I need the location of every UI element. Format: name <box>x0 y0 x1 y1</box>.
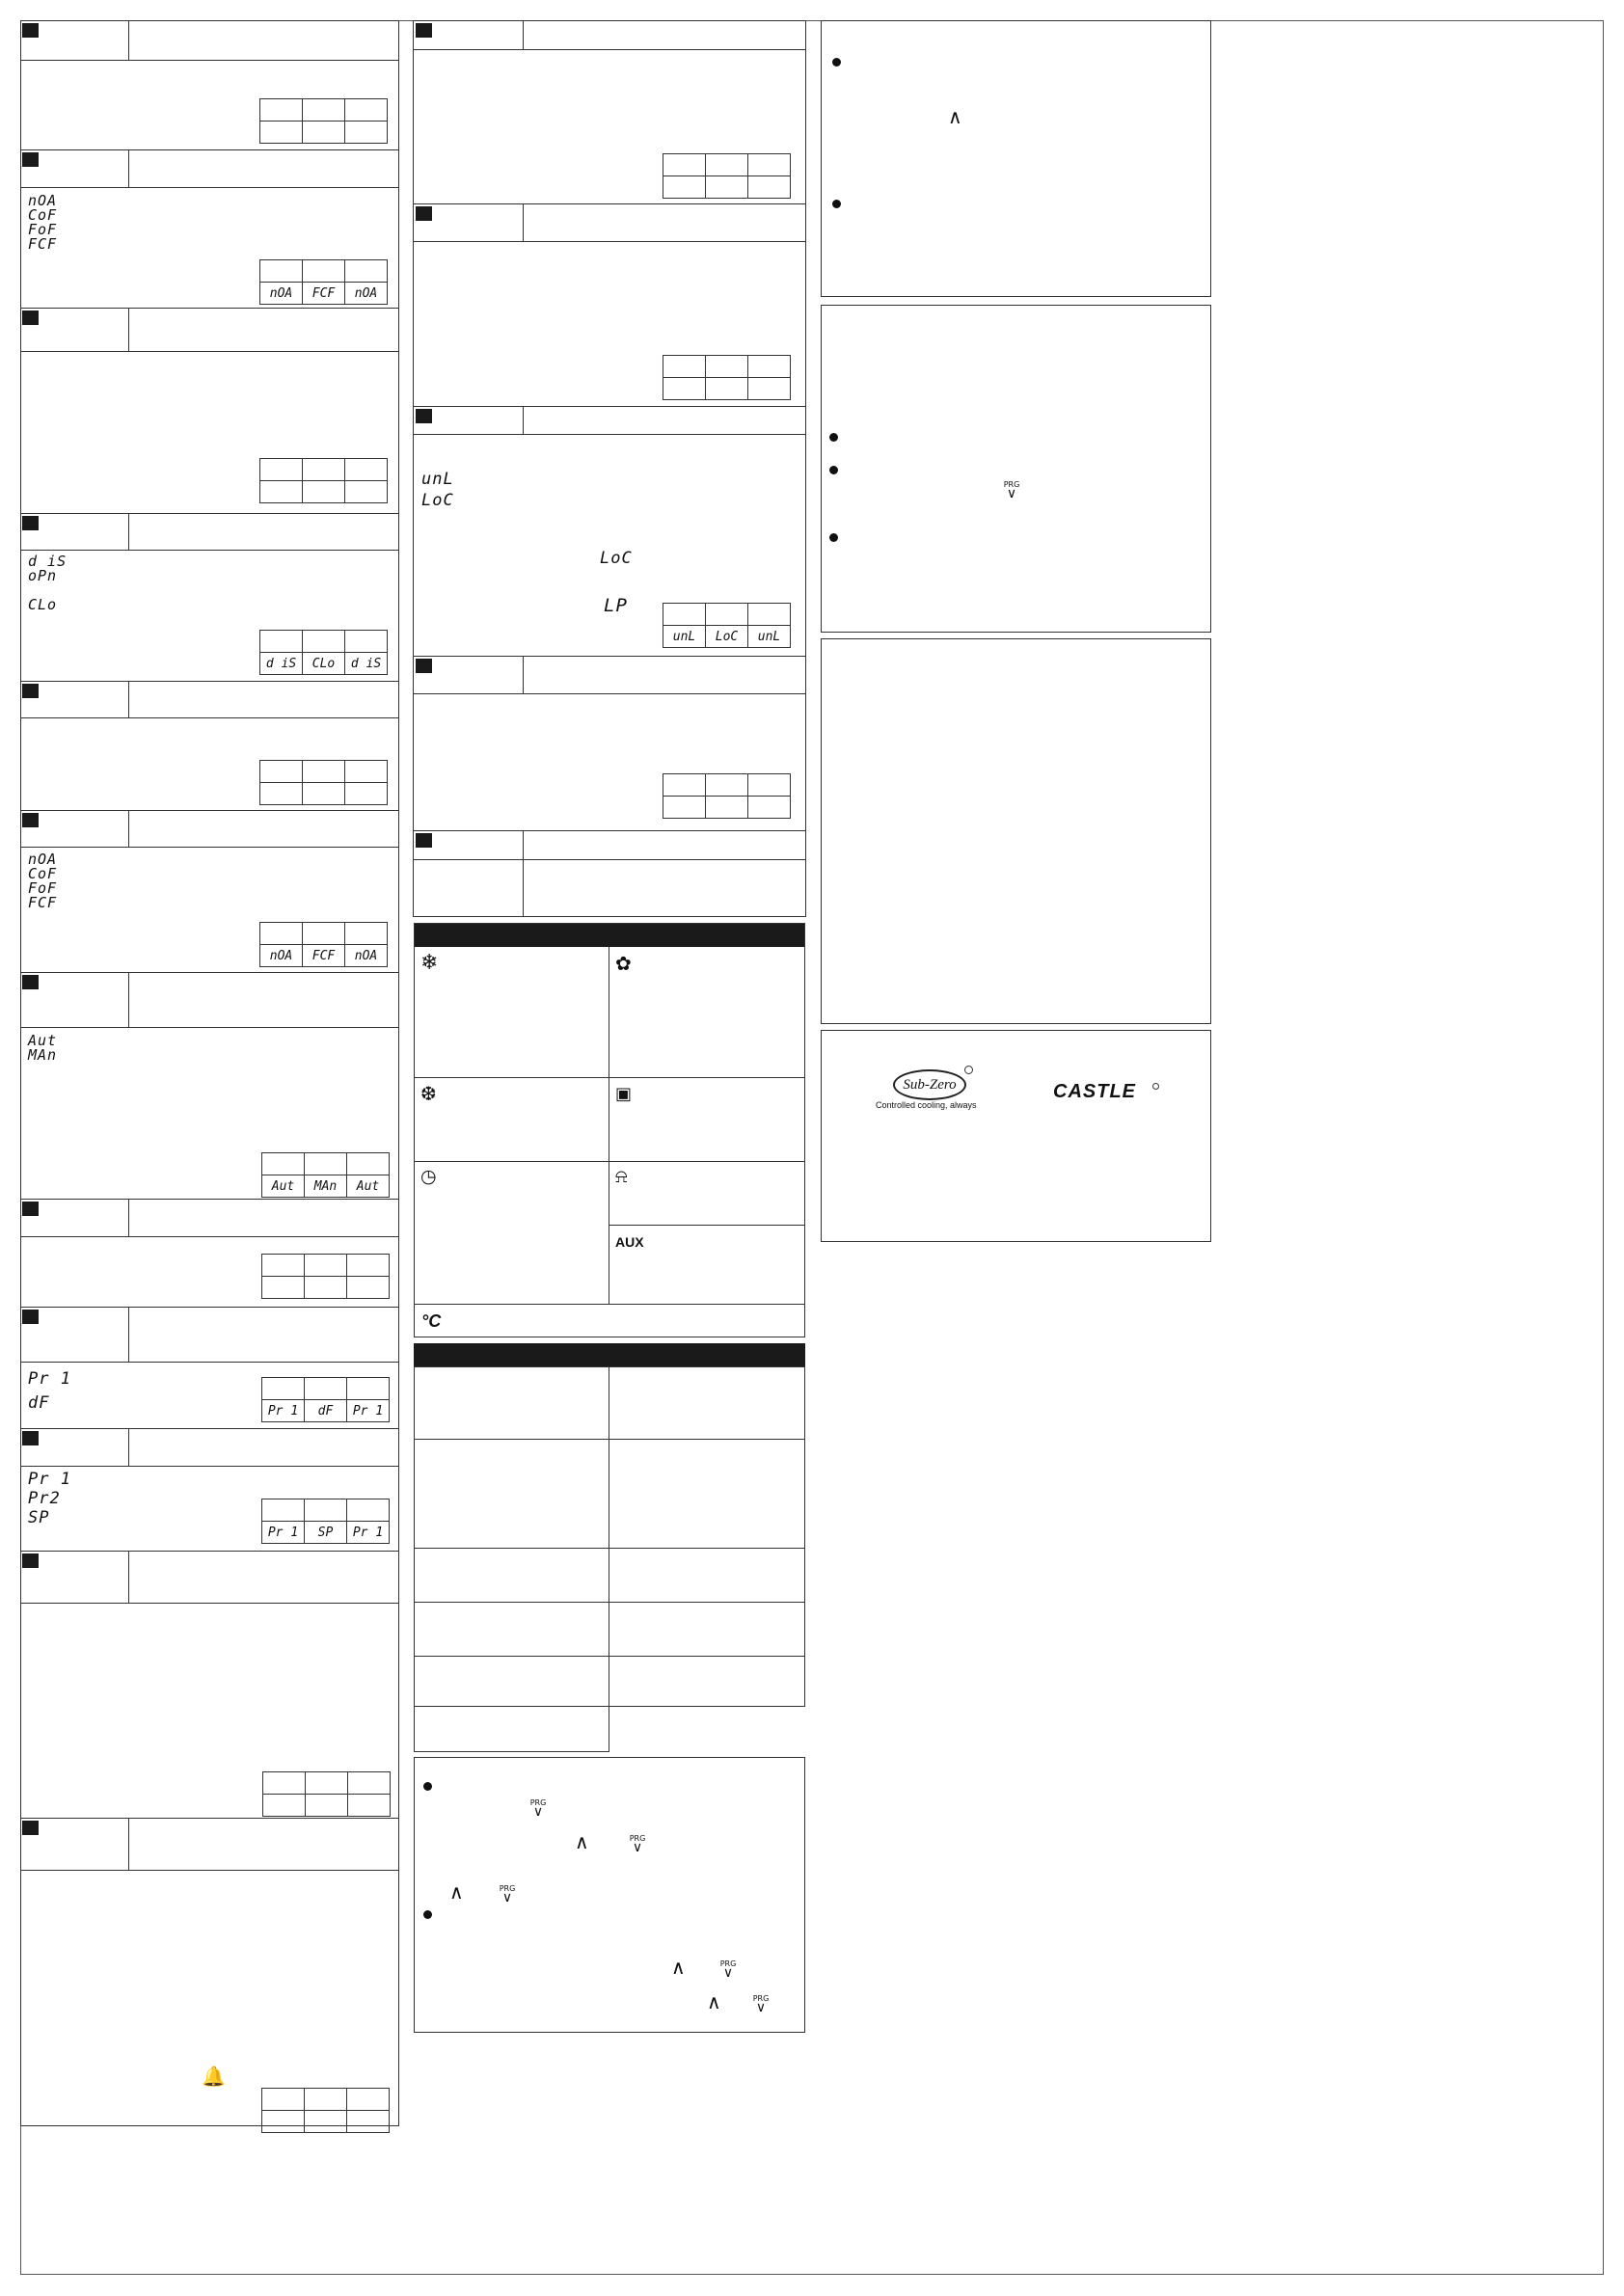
section-marker <box>22 1821 39 1835</box>
alarm-bell-outline-icon: ⍾ <box>615 1166 628 1187</box>
option-list: nOA CoF FoF FCF <box>28 851 58 911</box>
section-marker <box>22 1202 39 1216</box>
bullet <box>832 58 841 67</box>
column-3-box-3 <box>821 638 1211 1024</box>
up-arrow-key-icon: ∧ <box>575 1830 589 1853</box>
up-arrow-key-icon: ∧ <box>707 1990 721 2013</box>
bullet <box>423 1910 432 1919</box>
param-section-3 <box>20 308 399 513</box>
param-section-1 <box>20 21 399 149</box>
compressor-snowflake-icon: ❄ <box>420 951 439 975</box>
castle-logo: CASTLE <box>1053 1081 1136 1102</box>
option-list: unL LoC <box>421 470 454 510</box>
prg-down-key-icon: PRG ∨ <box>1003 480 1020 501</box>
param-section-12 <box>20 1818 399 2127</box>
section-marker <box>416 23 432 38</box>
param-section-5 <box>20 681 399 810</box>
notes-box <box>414 1757 805 2033</box>
prg-down-key-icon: PRG ∨ <box>629 1834 646 1855</box>
section-marker <box>22 684 39 698</box>
key-combination-table <box>414 1343 805 1752</box>
section-marker <box>416 833 432 848</box>
table-header-bar <box>414 1343 805 1366</box>
bullet <box>829 433 838 442</box>
prg-down-key-icon: PRG ∨ <box>499 1884 516 1905</box>
option-list: Pr 1 dF <box>28 1369 71 1413</box>
param-section-8 <box>20 1199 399 1307</box>
section-marker <box>22 975 39 989</box>
param-section-7 <box>20 972 399 1199</box>
param-section-e <box>413 831 806 917</box>
value-grid <box>261 1254 390 1299</box>
registered-mark-icon <box>1152 1083 1159 1090</box>
value-grid <box>663 153 791 199</box>
value-grid <box>261 2088 390 2133</box>
value-grid <box>663 773 791 819</box>
door-icon: ▣ <box>615 1084 633 1104</box>
prg-down-key-icon: PRG ∨ <box>752 1994 770 2015</box>
section-marker <box>22 152 39 167</box>
section-marker <box>22 516 39 530</box>
param-section-2 <box>20 149 399 308</box>
value-grid <box>259 458 388 503</box>
up-arrow-key-icon: ∧ <box>948 105 962 128</box>
param-section-11 <box>20 1551 399 1818</box>
celsius-label: °C <box>421 1311 442 1331</box>
fan-icon: ✿ <box>615 952 632 975</box>
defrost-icon: ❆ <box>420 1082 437 1105</box>
bullet <box>829 533 838 542</box>
param-section-c <box>413 407 806 657</box>
column-3-box-2 <box>821 305 1211 633</box>
value-grid: Pr 1 SP Pr 1 <box>261 1499 390 1544</box>
legend-header-bar <box>415 924 804 947</box>
inline-display-loc: LoC <box>600 549 633 568</box>
prg-down-key-icon: PRG ∨ <box>529 1798 547 1820</box>
section-marker <box>22 23 39 38</box>
param-section-9 <box>20 1307 399 1428</box>
param-section-a <box>413 20 806 204</box>
section-marker <box>22 1553 39 1568</box>
option-list: d iS oPn CLo <box>28 553 68 613</box>
value-grid: d iS CLo d iS <box>259 630 388 675</box>
section-marker <box>22 1431 39 1445</box>
value-grid <box>262 1771 391 1817</box>
section-marker <box>416 409 432 423</box>
section-marker <box>22 1310 39 1324</box>
bullet <box>832 200 841 208</box>
bullet <box>423 1782 432 1791</box>
option-list: nOA CoF FoF FCF <box>28 192 58 253</box>
value-grid <box>259 760 388 805</box>
value-grid: Aut MAn Aut <box>261 1152 390 1198</box>
section-marker <box>22 813 39 827</box>
icon-legend <box>414 923 805 1337</box>
param-section-4 <box>20 513 399 681</box>
param-section-6 <box>20 810 399 972</box>
option-list: Pr 1 Pr2 SP <box>28 1470 71 1527</box>
value-grid: nOA FCF nOA <box>259 922 388 967</box>
column-1 <box>20 20 399 2126</box>
registered-mark-icon <box>964 1066 973 1074</box>
column-2 <box>414 20 805 917</box>
up-arrow-key-icon: ∧ <box>671 1956 686 1979</box>
logo-box <box>821 1030 1211 1242</box>
param-section-b <box>413 204 806 407</box>
value-grid <box>663 355 791 400</box>
value-grid: nOA FCF nOA <box>259 259 388 305</box>
section-marker <box>22 311 39 325</box>
alarm-bell-icon: 🔔 <box>202 2065 226 2088</box>
prg-down-key-icon: PRG ∨ <box>719 1959 737 1981</box>
section-marker <box>416 206 432 221</box>
option-list: Aut MAn <box>28 1032 58 1064</box>
clock-icon: ◷ <box>420 1166 437 1187</box>
param-section-10 <box>20 1428 399 1551</box>
value-grid <box>259 98 388 144</box>
inline-display-lp: LP <box>604 595 628 616</box>
value-grid: unL LoC unL <box>663 603 791 648</box>
column-3-box-1 <box>821 20 1211 297</box>
subzero-tagline: Controlled cooling, always <box>876 1100 977 1110</box>
aux-label: AUX <box>615 1234 644 1250</box>
bullet <box>829 466 838 474</box>
up-arrow-key-icon: ∧ <box>449 1880 464 1904</box>
subzero-wordmark: Sub-Zero <box>893 1069 966 1100</box>
section-marker <box>416 659 432 673</box>
value-grid: Pr 1 dF Pr 1 <box>261 1377 390 1422</box>
param-section-d <box>413 657 806 831</box>
subzero-logo <box>876 1066 982 1116</box>
